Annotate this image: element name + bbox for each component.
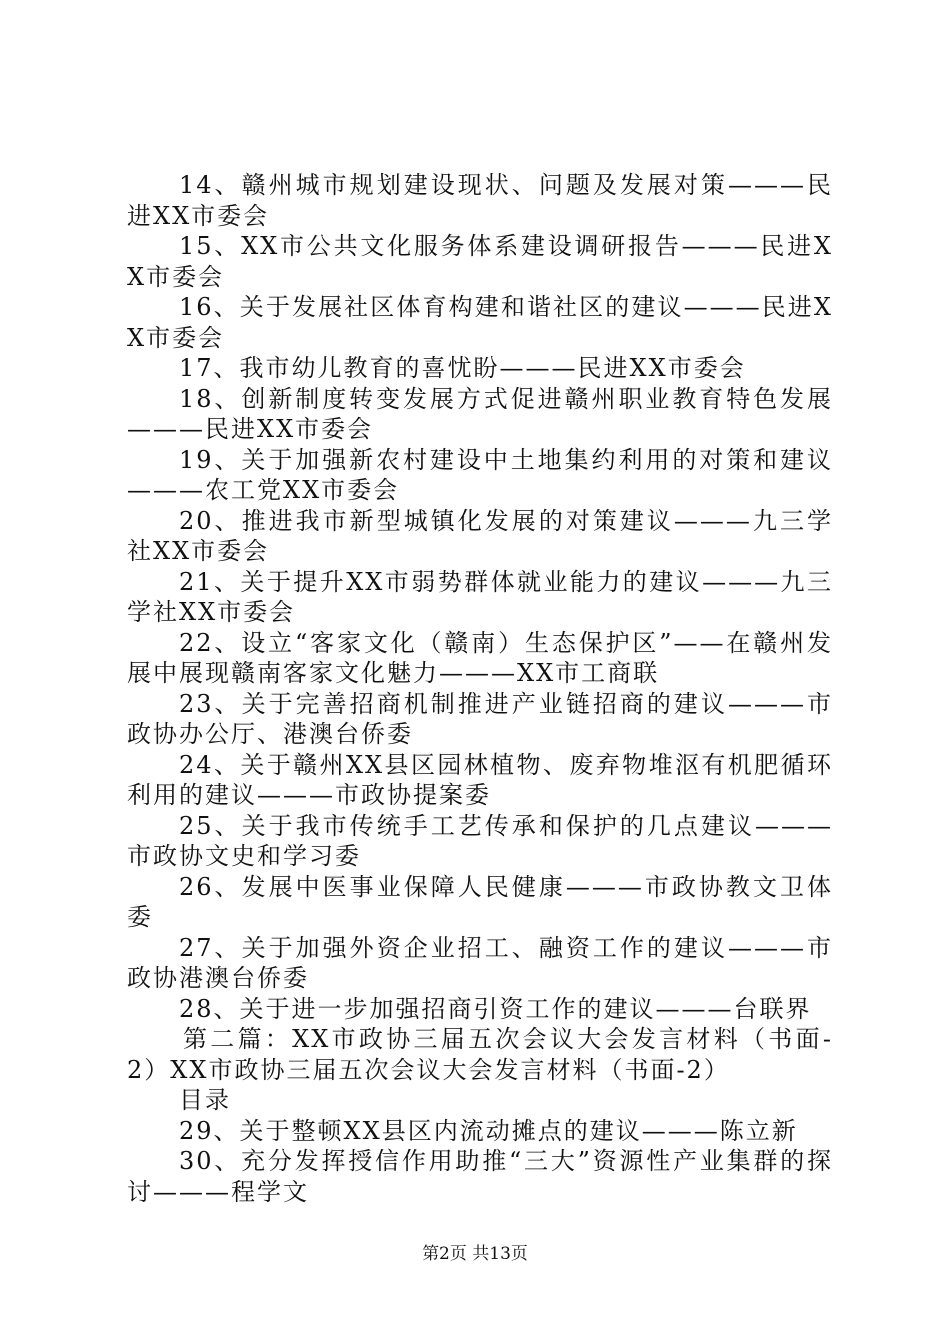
list-item: 28、关于进一步加强招商引资工作的建议———台联界 (179, 994, 812, 1023)
list-item: 25、关于我市传统手工艺传承和保护的几点建议———市政协文史和学习委 (127, 811, 833, 870)
list-item: 18、创新制度转变发展方式促进赣州职业教育特色发展———民进XX市委会 (127, 384, 833, 443)
page-footer: 第2页 共13页 (422, 1244, 528, 1264)
document-body (127, 170, 833, 1207)
toc-label: 目录 (179, 1086, 231, 1114)
section-heading: 第二篇：XX市政协三届五次会议大会发言材料（书面-2）XX市政协三届五次会议大会发言材料（书面-2） (127, 1025, 833, 1084)
list-item: 21、关于提升XX市弱势群体就业能力的建议———九三学社XX市委会 (127, 567, 833, 626)
list-item: 17、我市幼儿教育的喜忧盼———民进XX市委会 (179, 354, 746, 382)
list-item: 24、关于赣州XX县区园林植物、废弃物堆沤有机肥循环利用的建议———市政协提案委 (127, 750, 833, 809)
list-item: 22、设立“客家文化（赣南）生态保护区”——在赣州发展中展现赣南客家文化魅力———XX市工商联 (127, 628, 833, 687)
list-item: 19、关于加强新农村建设中土地集约利用的对策和建议———农工党XX市委会 (127, 445, 833, 504)
list-item: 14、赣州城市规划建设现状、问题及发展对策———民进XX市委会 (127, 171, 833, 230)
list-item: 29、关于整顿XX县区内流动摊点的建议———陈立新 (179, 1116, 798, 1145)
list-item: 27、关于加强外资企业招工、融资工作的建议———市政协港澳台侨委 (127, 933, 833, 992)
list-item: 30、充分发挥授信作用助推“三大”资源性产业集群的探讨———程学文 (127, 1147, 833, 1206)
list-item: 26、发展中医事业保障人民健康———市政协教文卫体委 (127, 872, 833, 931)
list-item: 23、关于完善招商机制推进产业链招商的建议———市政协办公厅、港澳台侨委 (127, 689, 833, 748)
list-item: 16、关于发展社区体育构建和谐社区的建议———民进XX市委会 (127, 293, 833, 352)
list-item: 15、XX市公共文化服务体系建设调研报告———民进XX市委会 (127, 232, 833, 291)
list-item: 20、推进我市新型城镇化发展的对策建议———九三学社XX市委会 (127, 506, 833, 565)
